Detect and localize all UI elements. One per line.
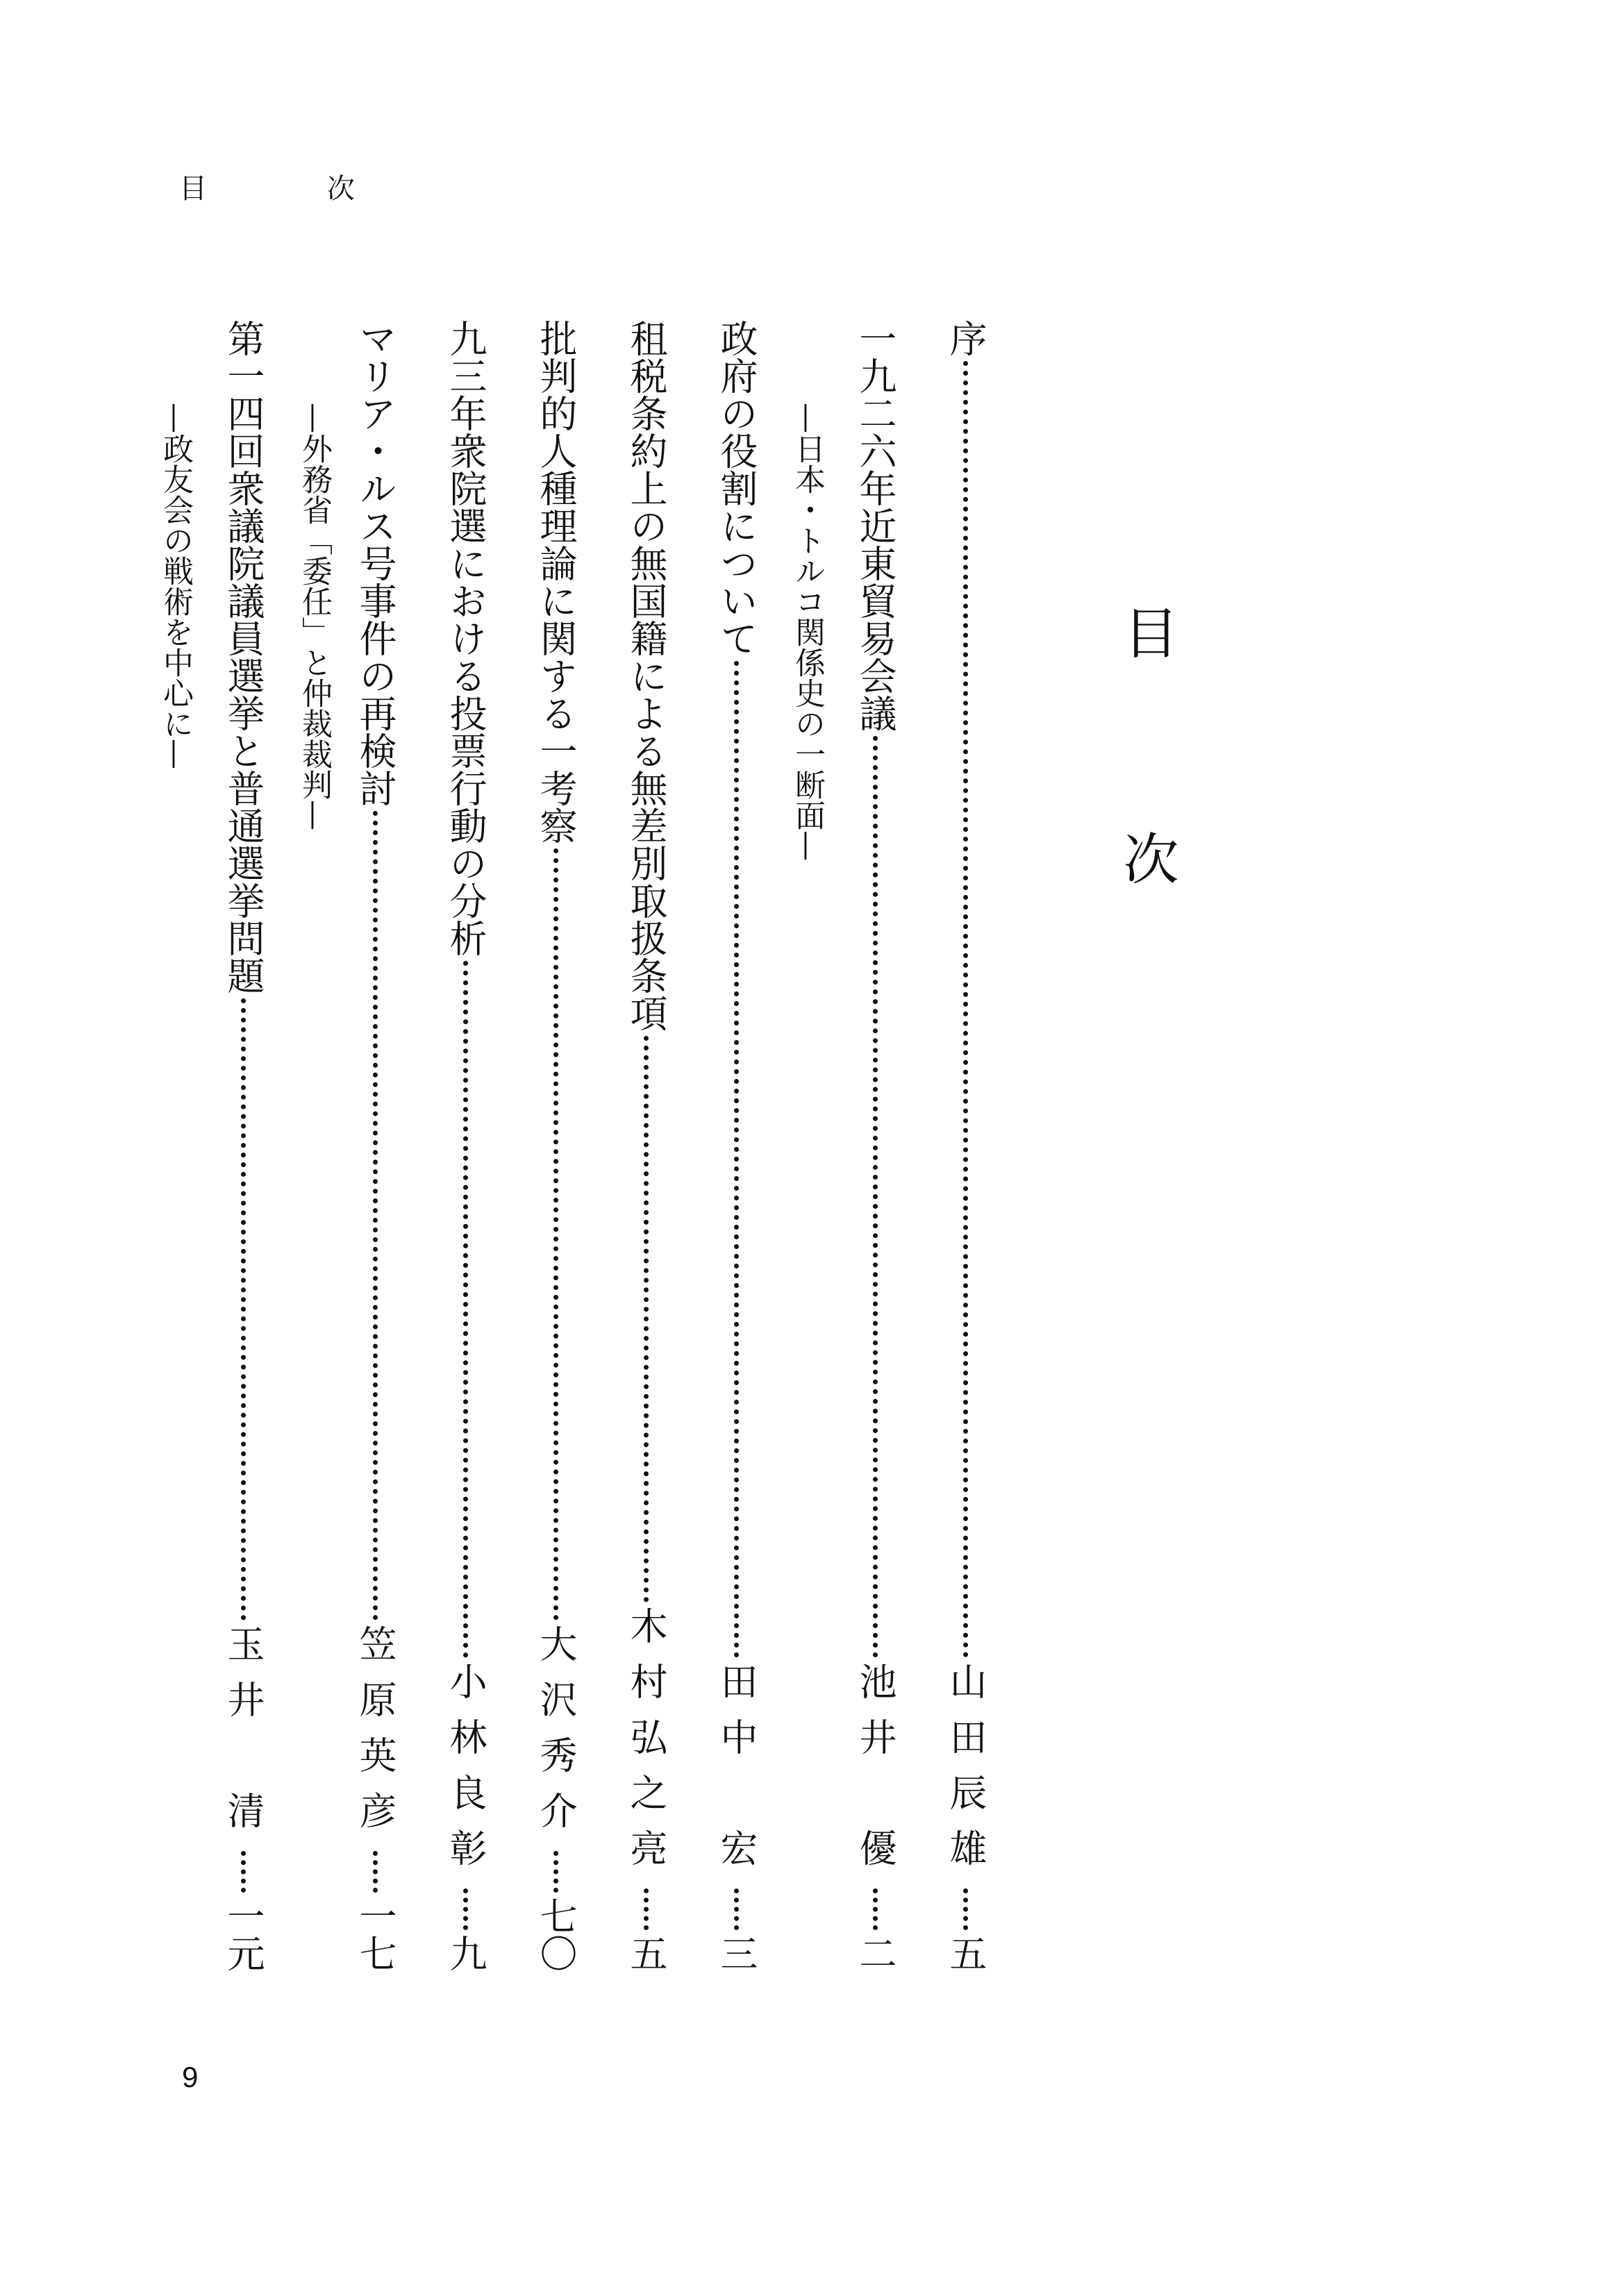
entry-subtitle: —外務省「委任」と仲裁裁判— (297, 403, 332, 830)
dot-leader (373, 811, 378, 1620)
toc-entry (611, 319, 681, 1972)
entry-page: 五 (944, 1934, 987, 1972)
entry-author: 玉井 清 (222, 1625, 265, 1847)
dot-leader (644, 1036, 649, 1602)
toc-entry (701, 319, 771, 1972)
entry-title: 一九二六年近東貿易会議 (853, 319, 897, 732)
dot-leader (734, 1888, 739, 1930)
dot-leader (644, 1888, 649, 1930)
entry-page: 一七 (353, 1897, 397, 1972)
running-header: 目 次 (179, 173, 410, 205)
dot-leader (553, 1851, 558, 1893)
entry-author: 池井 優 (853, 1662, 897, 1884)
toc-entry (340, 319, 410, 1972)
dot-leader (553, 848, 558, 1620)
entry-title: 租税条約上の無国籍による無差別取扱条項 (624, 319, 668, 1032)
dot-leader (463, 1888, 468, 1930)
entry-title: 第一四回衆議院議員選挙と普通選挙問題 (222, 319, 265, 994)
dot-leader (241, 998, 246, 1620)
dot-leader (373, 1851, 378, 1893)
entry-page: 二 (853, 1934, 897, 1972)
entry-title: 序 (944, 319, 987, 357)
toc-entry (521, 319, 590, 1972)
entry-title: 批判的人種理論に関する一考察 (534, 319, 578, 844)
entry-subtitle: —日本・トルコ関係史の一断面— (790, 403, 825, 861)
toc-heading: 目 次 (1114, 604, 1178, 962)
dot-leader (734, 661, 739, 1658)
toc-entry (840, 319, 910, 1972)
dot-leader (963, 1888, 968, 1930)
dot-leader (873, 736, 878, 1658)
entry-author: 山田辰雄 (944, 1662, 987, 1884)
entry-title: マリア・ルス号事件の再検討 (353, 319, 397, 807)
entry-author: 大沢秀介 (534, 1625, 578, 1847)
entry-author: 笠原英彦 (353, 1625, 397, 1847)
entry-author: 木村弘之亮 (624, 1607, 668, 1884)
dot-leader (873, 1888, 878, 1930)
entry-author: 小林良彰 (444, 1662, 487, 1884)
entry-page: 一元 (222, 1897, 265, 1972)
toc-entry (931, 319, 1000, 1972)
entry-page: 七〇 (534, 1897, 578, 1972)
toc-entry (431, 319, 500, 1972)
entry-title: 政府の役割について (715, 319, 758, 657)
toc-entry (208, 319, 278, 1972)
entry-page: 九 (444, 1934, 487, 1972)
dot-leader (241, 1851, 246, 1893)
page-number: 9 (182, 2061, 199, 2093)
dot-leader (963, 361, 968, 1658)
entry-subtitle: —政友会の戦術を中心に— (158, 403, 193, 769)
entry-page: 三 (715, 1934, 758, 1972)
entry-author: 田中 宏 (715, 1662, 758, 1884)
entry-title: 九三年衆院選における投票行動の分析 (444, 319, 487, 957)
entry-page: 五 (624, 1934, 668, 1972)
dot-leader (463, 961, 468, 1658)
